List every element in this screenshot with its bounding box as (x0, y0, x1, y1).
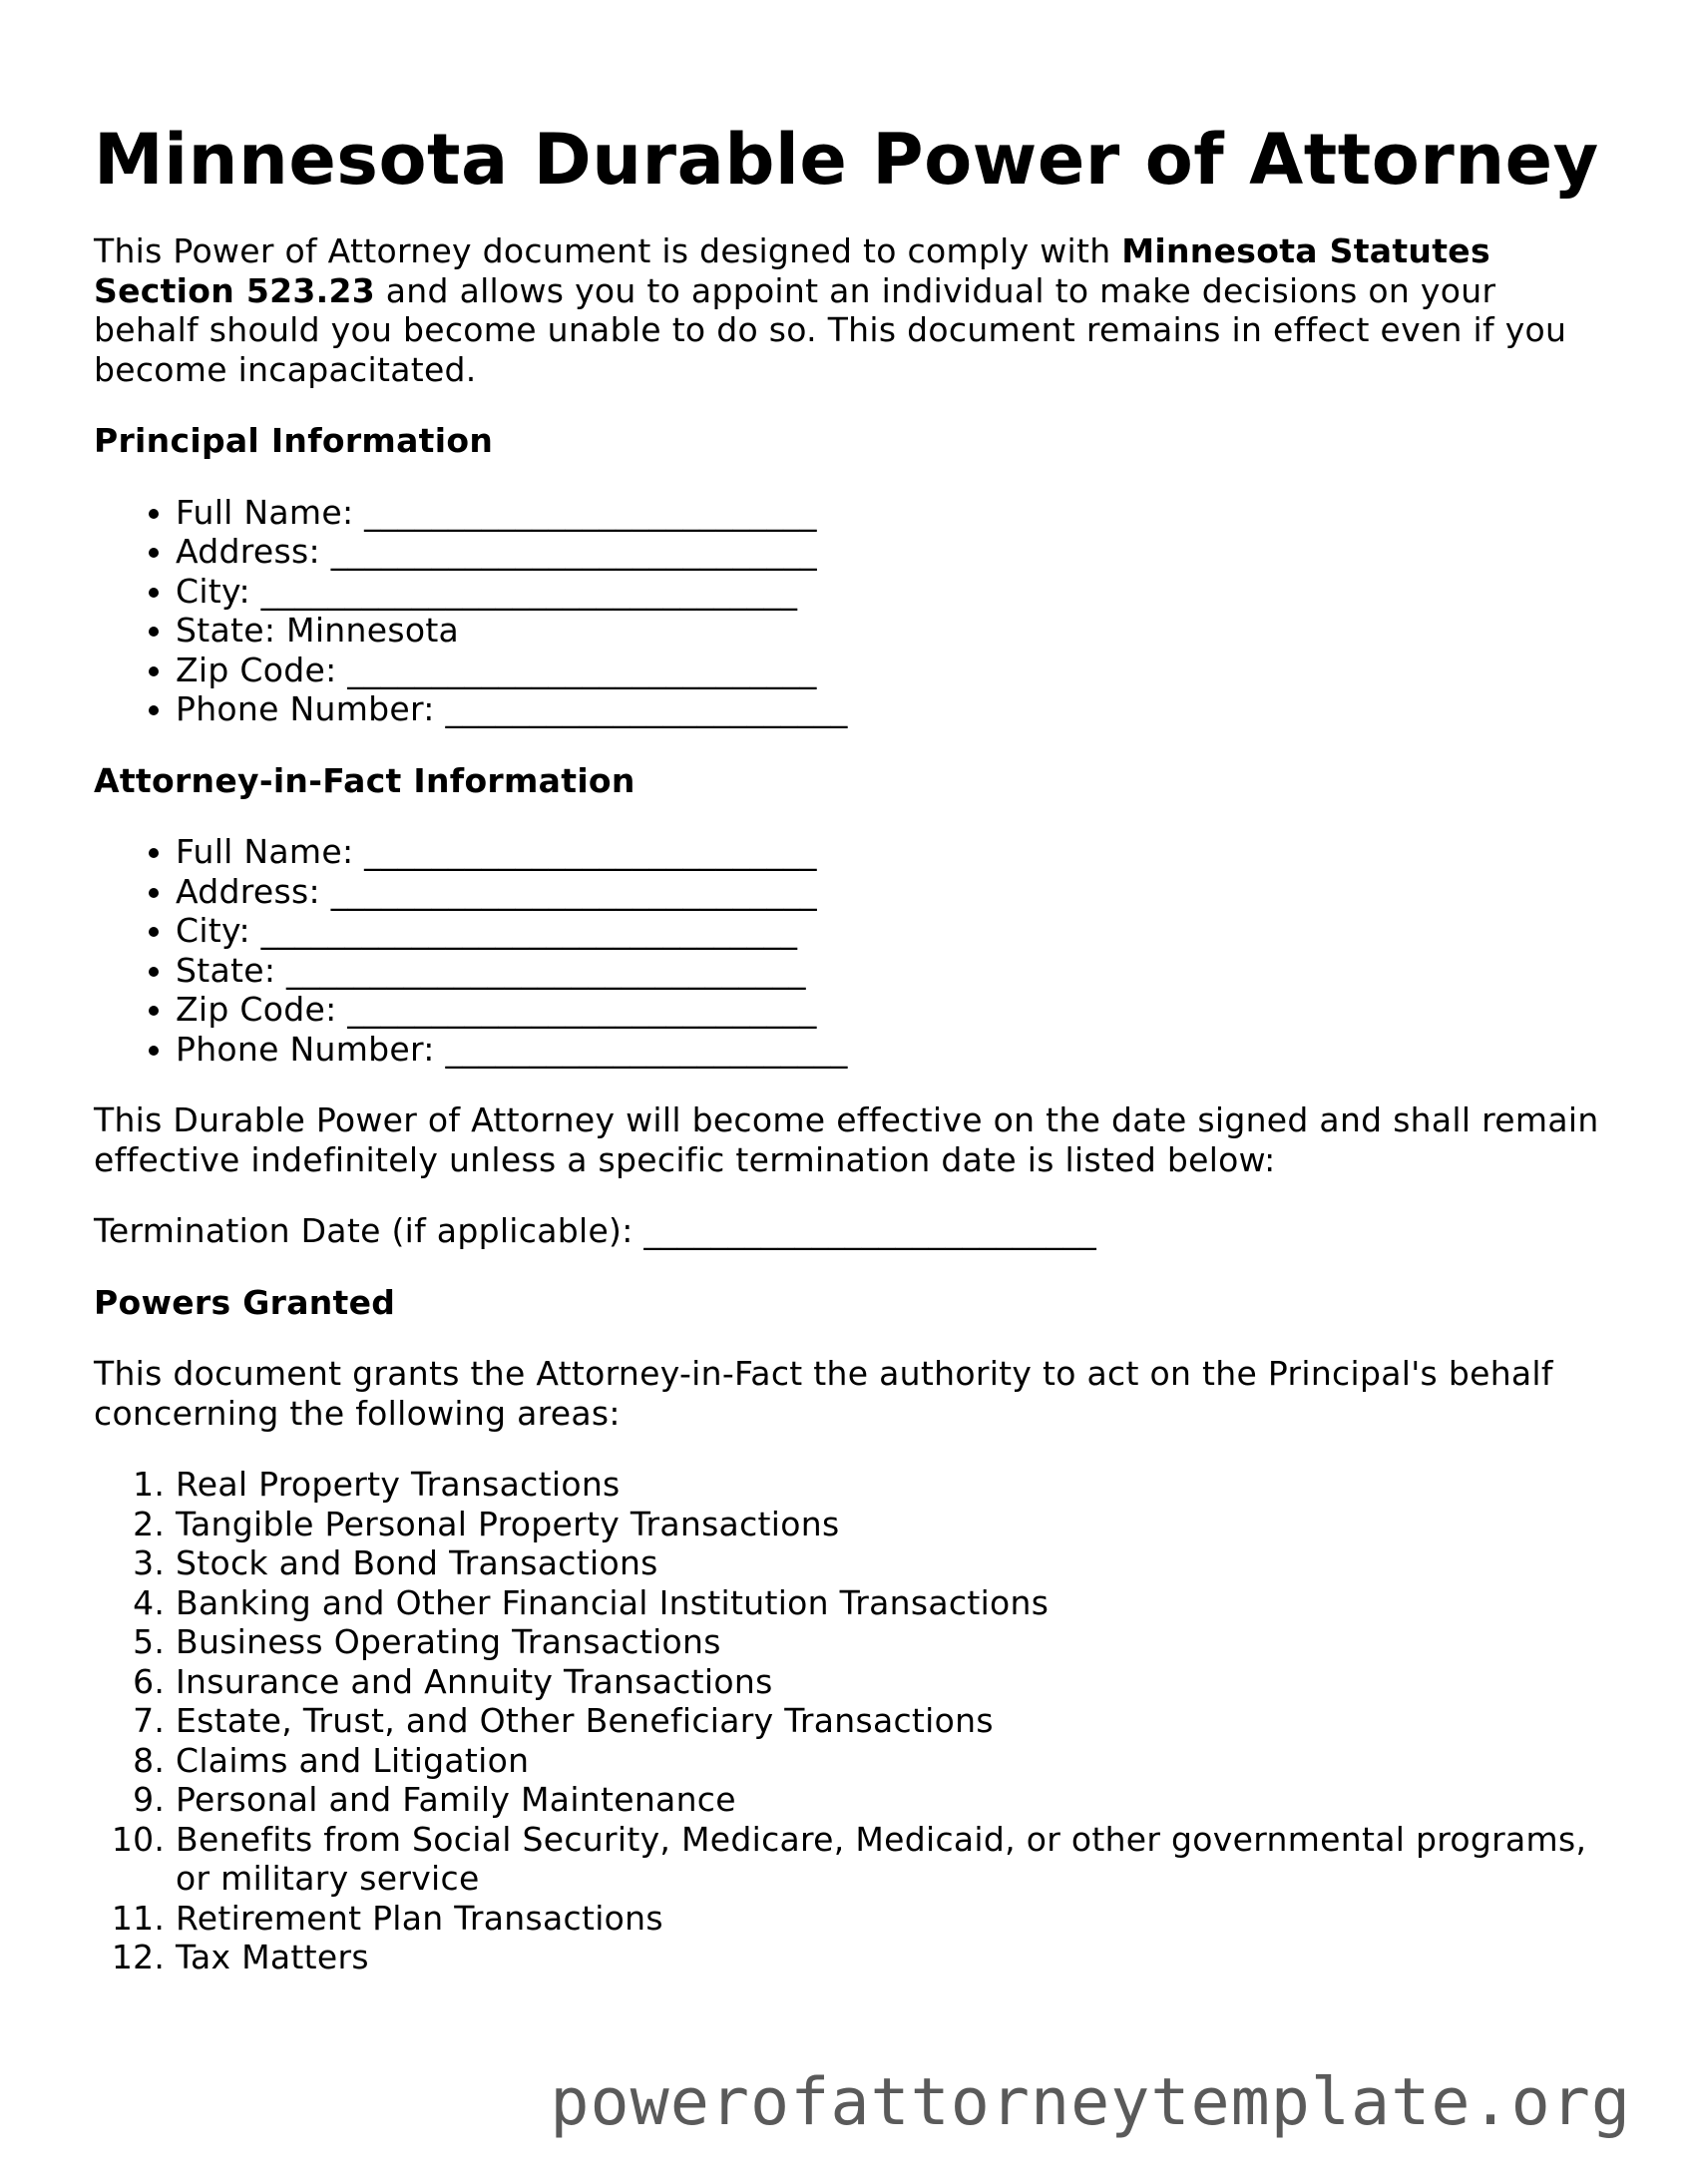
powers-intro: This document grants the Attorney-in-Fact the authority to act on the Principal's behalf concerning the following areas: (94, 1354, 1553, 1433)
power-item: 11. Retirement Plan Transactions (176, 1899, 1610, 1939)
principal-zip-field: • Zip Code: ____________________________ (176, 651, 1610, 690)
attorney-state-field: • State: _______________________________ (176, 951, 1610, 991)
power-item: 9. Personal and Family Maintenance (176, 1780, 1610, 1820)
power-item: 7. Estate, Trust, and Other Beneficiary Transactions (176, 1701, 1610, 1741)
attorney-fields-list (94, 832, 1610, 1069)
site-watermark: powerofattorneytemplate.org (550, 2065, 1631, 2140)
principal-heading: Principal Information (94, 421, 494, 460)
power-item: 6. Insurance and Annuity Transactions (176, 1662, 1610, 1702)
principal-address-field: • Address: _____________________________ (176, 532, 1610, 572)
power-item: 1. Real Property Transactions (176, 1465, 1610, 1505)
termination-date-field: Termination Date (if applicable): ___________________________ (94, 1211, 1097, 1250)
attorney-heading: Attorney-in-Fact Information (94, 760, 635, 800)
power-item: 8. Claims and Litigation (176, 1741, 1610, 1781)
powers-list (94, 1465, 1610, 1977)
power-item: 4. Banking and Other Financial Institution Transactions (176, 1583, 1610, 1623)
powers-heading: Powers Granted (94, 1282, 396, 1322)
attorney-address-field: • Address: _____________________________ (176, 872, 1610, 912)
attorney-city-field: • City: ________________________________ (176, 911, 1610, 951)
intro-paragraph (94, 231, 1610, 389)
document-title: Minnesota Durable Power of Attorney (94, 119, 1599, 201)
attorney-phone-field: • Phone Number: ________________________ (176, 1030, 1610, 1070)
principal-fields-list (94, 493, 1610, 729)
power-item: 2. Tangible Personal Property Transactions (176, 1505, 1610, 1544)
principal-city-field: • City: ________________________________ (176, 572, 1610, 612)
effective-date-paragraph: This Durable Power of Attorney will become effective on the date signed and shall remain effective indefinitely unless a specific termination date is listed below: (94, 1100, 1599, 1179)
power-item: 12. Tax Matters (176, 1938, 1610, 1977)
intro-text-start: This Power of Attorney document is designed to comply with (94, 231, 1122, 270)
principal-phone-field: • Phone Number: ________________________ (176, 689, 1610, 729)
document-page (94, 0, 1610, 1977)
principal-full-name-field: • Full Name: ___________________________ (176, 493, 1610, 533)
statute-reference: Minnesota Statutes Section 523.23 (94, 231, 1490, 310)
power-item: 5. Business Operating Transactions (176, 1622, 1610, 1662)
power-item: 10. Benefits from Social Security, Medicare, Medicaid, or other governmental programs, or military service (176, 1820, 1610, 1899)
attorney-zip-field: • Zip Code: ____________________________ (176, 990, 1610, 1030)
principal-state-field: • State: Minnesota (176, 611, 1610, 651)
intro-text-end: and allows you to appoint an individual to make decisions on your behalf should you become unable to do so. This document remains in effect even if you become incapacitated. (94, 270, 1567, 389)
power-item: 3. Stock and Bond Transactions (176, 1543, 1610, 1583)
attorney-full-name-field: • Full Name: ___________________________ (176, 832, 1610, 872)
